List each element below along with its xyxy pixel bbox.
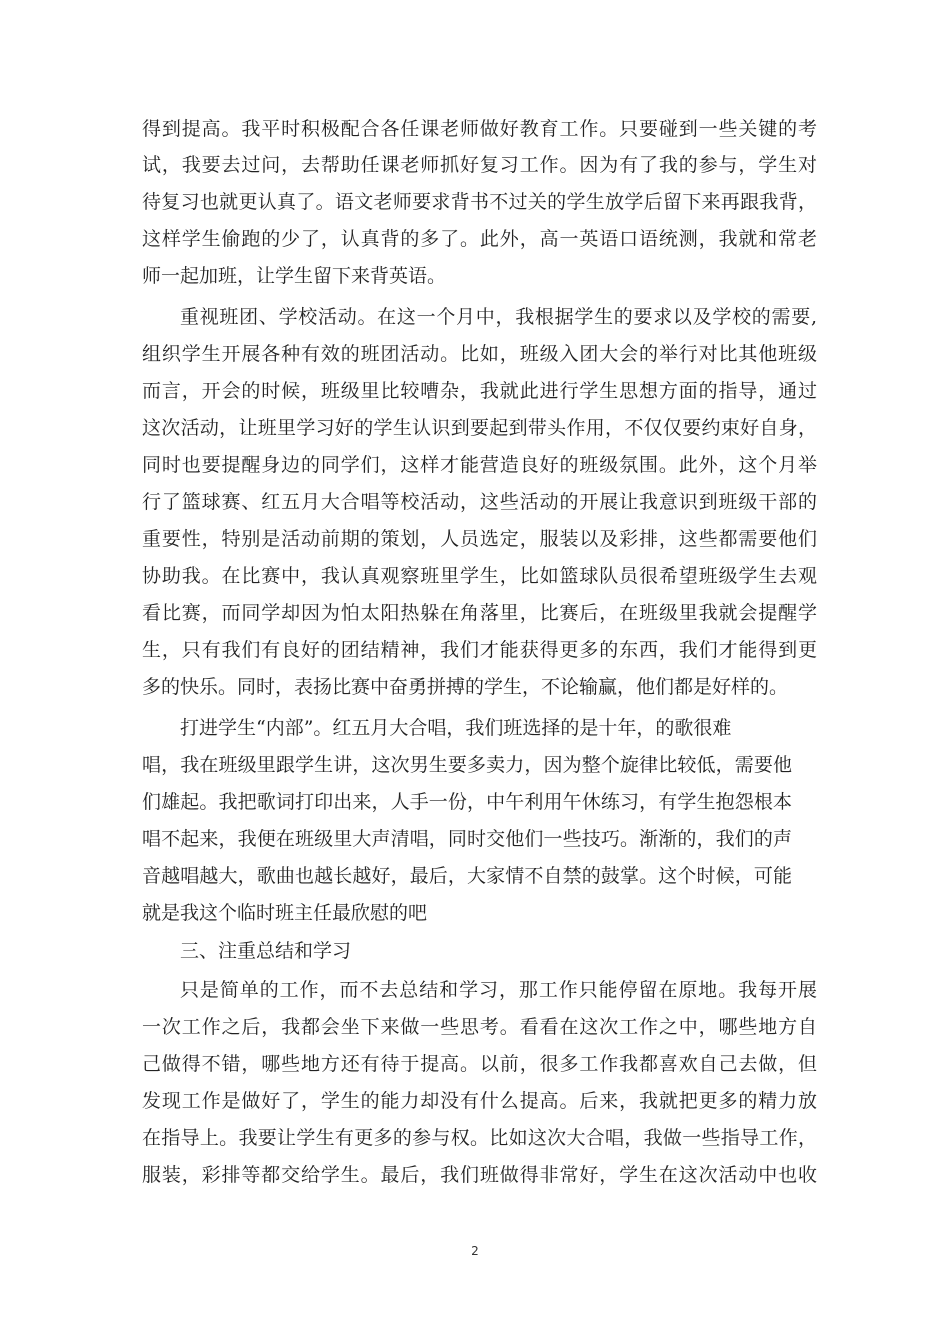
body-line: 生，只有我们有良好的团结精神，我们才能获得更多的东西，我们才能得到更 — [142, 639, 817, 661]
body-line: 们雄起。我把歌词打印出来，人手一份，中午利用午休练习，有学生抱怨根本 — [142, 791, 792, 813]
body-line: 师一起加班，让学生留下来背英语。 — [142, 265, 447, 287]
body-line: 在指导上。我要让学生有更多的参与权。比如这次大合唱，我做一些指导工作， — [142, 1127, 817, 1149]
body-line: 协助我。在比赛中，我认真观察班里学生，比如篮球队员很希望班级学生去观 — [142, 565, 817, 587]
body-line: 得到提高。我平时积极配合各任课老师做好教育工作。只要碰到一些关键的考 — [142, 118, 817, 140]
body-line: 一次工作之后，我都会坐下来做一些思考。看看在这次工作之中，哪些地方自 — [142, 1016, 817, 1038]
body-line: 看比赛，而同学却因为怕太阳热躲在角落里，比赛后，在班级里我就会提醒学 — [142, 602, 817, 624]
body-line: 音越唱越大，歌曲也越长越好，最后，大家情不自禁的鼓掌。这个时候，可能 — [142, 865, 792, 887]
body-line: 己做得不错，哪些地方还有待于提高。以前，很多工作我都喜欢自己去做，但 — [142, 1053, 817, 1075]
body-line: 试，我要去过问，去帮助任课老师抓好复习工作。因为有了我的参与，学生对 — [142, 154, 817, 176]
body-line: 多的快乐。同时，表扬比赛中奋勇拼搏的学生，不论输赢，他们都是好样的。 — [142, 676, 789, 698]
body-line: 唱不起来，我便在班级里大声清唱，同时交他们一些技巧。渐渐的，我们的声 — [142, 828, 792, 850]
page-number: 2 — [471, 1244, 479, 1258]
paragraph-first-line: 只是简单的工作，而不去总结和学习，那工作只能停留在原地。我每开展 — [180, 979, 817, 1001]
body-line: 这次活动，让班里学习好的学生认识到要起到带头作用，不仅仅要约束好自身， — [142, 417, 817, 439]
body-line: 这样学生偷跑的少了，认真背的多了。此外，高一英语口语统测，我就和常老 — [142, 228, 817, 250]
body-line: 唱，我在班级里跟学生讲，这次男生要多卖力，因为整个旋律比较低，需要他 — [142, 754, 792, 776]
body-line: 而言，开会的时候，班级里比较嘈杂，我就此进行学生思想方面的指导，通过 — [142, 380, 817, 402]
paragraph-first-line: 打进学生“内部”。红五月大合唱，我们班选择的是十年，的歌很难 — [180, 717, 732, 739]
body-line: 重要性，特别是活动前期的策划，人员选定，服装以及彩排，这些都需要他们 — [142, 528, 817, 550]
body-line: 行了篮球赛、红五月大合唱等校活动，这些活动的开展让我意识到班级干部的 — [142, 491, 817, 513]
body-line: 组织学生开展各种有效的班团活动。比如，班级入团大会的举行对比其他班级 — [142, 343, 817, 365]
body-line: 待复习也就更认真了。语文老师要求背书不过关的学生放学后留下来再跟我背， — [142, 191, 817, 213]
body-line: 发现工作是做好了，学生的能力却没有什么提高。后来，我就把更多的精力放 — [142, 1090, 817, 1112]
body-line: 就是我这个临时班主任最欣慰的吧 — [142, 902, 428, 924]
body-line: 同时也要提醒身边的同学们，这样才能营造良好的班级氛围。此外，这个月举 — [142, 454, 817, 476]
section-heading: 三、注重总结和学习 — [180, 940, 352, 962]
body-line: 服装，彩排等都交给学生。最后，我们班做得非常好，学生在这次活动中也收 — [142, 1164, 817, 1186]
paragraph-first-line: 重视班团、学校活动。在这一个月中，我根据学生的要求以及学校的需要, — [180, 306, 817, 328]
